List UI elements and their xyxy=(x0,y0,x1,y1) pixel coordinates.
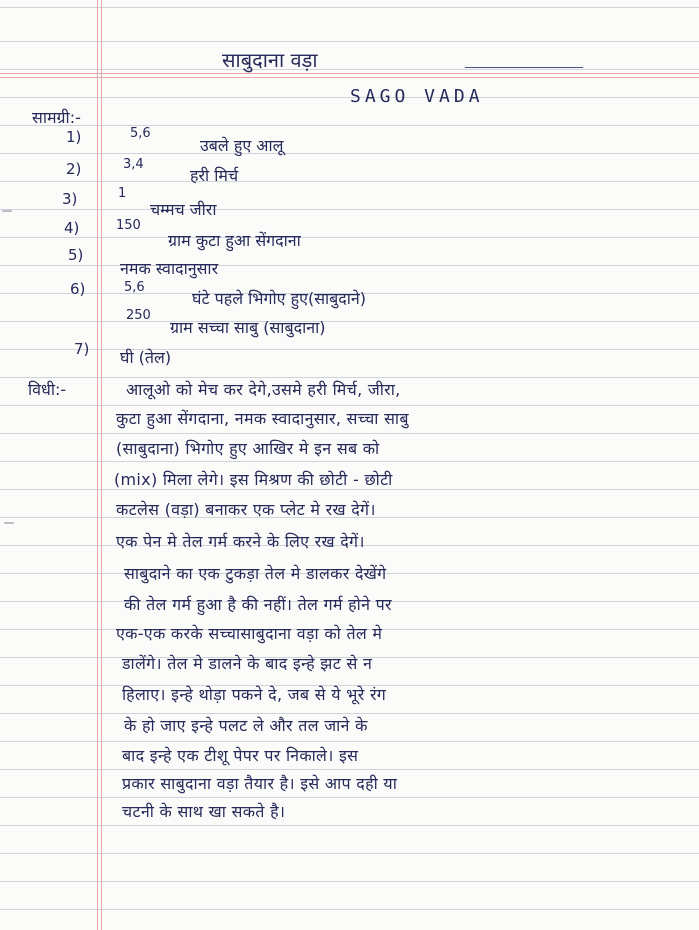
ingredients-heading: सामग्री:- xyxy=(32,108,81,127)
method-line: (mix) मिला लेगे। इस मिश्रण की छोटी - छोटी xyxy=(114,470,393,489)
scan-mark xyxy=(4,522,14,524)
header-rule xyxy=(0,73,699,74)
ingredient-quantity: 5,6 xyxy=(124,280,145,295)
scan-mark xyxy=(2,210,12,212)
method-line: एक पेन मे तेल गर्म करने के लिए रख देगें। xyxy=(116,532,365,551)
method-line: के हो जाए इन्हे पलट ले और तल जाने के xyxy=(124,716,368,735)
method-line: हिलाए। इन्हे थोड़ा पकने दे, जब से ये भूरे रंग xyxy=(122,685,387,704)
margin-line-inner xyxy=(101,0,102,930)
ingredient-text: घी (तेल) xyxy=(120,348,172,367)
ingredient-text: नमक स्वादानुसार xyxy=(120,259,219,278)
ingredient-quantity: 1 xyxy=(118,186,127,201)
ingredient-number: 5) xyxy=(68,246,84,264)
method-line: कटलेस (वड़ा) बनाकर एक प्लेट मे रख देगें। xyxy=(116,500,376,519)
ingredient-number: 4) xyxy=(64,219,80,237)
page-subtitle: SAGO VADA xyxy=(350,86,484,107)
ingredient-text: ग्राम सच्चा साबु (साबुदाना) xyxy=(170,318,326,337)
method-line: की तेल गर्म हुआ है की नहीं। तेल गर्म होने पर xyxy=(124,595,392,614)
ingredient-text: चम्मच जीरा xyxy=(150,200,217,219)
method-line: चटनी के साथ खा सकते है। xyxy=(122,802,286,821)
ingredient-quantity: 250 xyxy=(126,308,151,323)
method-line: प्रकार साबुदाना वड़ा तैयार है। इसे आप दही या xyxy=(122,774,398,793)
method-line: कुटा हुआ सेंगदाना, नमक स्वादानुसार, सच्चा साबु xyxy=(116,409,409,428)
ingredient-number: 3) xyxy=(62,190,78,208)
method-line: साबुदाने का एक टुकड़ा तेल मे डालकर देखेंगे xyxy=(124,564,387,583)
margin-line xyxy=(97,0,98,930)
ingredient-quantity: 3,4 xyxy=(123,157,144,172)
method-heading: विधी:- xyxy=(28,380,67,399)
ingredient-text: उबले हुए आलू xyxy=(200,136,284,155)
ingredient-number: 1) xyxy=(66,128,82,146)
ingredient-number: 2) xyxy=(66,160,82,178)
title-underline xyxy=(465,67,583,68)
ingredient-text: घंटे पहले भिगोए हुए(साबुदाने) xyxy=(192,289,367,308)
ingredient-text: हरी मिर्च xyxy=(190,166,239,185)
method-line: एक-एक करके सच्चासाबुदाना वड़ा को तेल मे xyxy=(116,624,383,643)
page-title: साबुदाना वड़ा xyxy=(222,48,318,72)
method-line: बाद इन्हे एक टीशू पेपर पर निकाले। इस xyxy=(122,746,359,765)
ingredient-text: ग्राम कुटा हुआ सेंगदाना xyxy=(168,231,301,250)
method-line: (साबुदाना) भिगोए हुए आखिर मे इन सब को xyxy=(116,439,380,458)
ingredient-quantity: 150 xyxy=(116,218,141,233)
method-line: आलूओ को मेच कर देगे,उसमे हरी मिर्च, जीरा, xyxy=(126,380,401,399)
ingredient-number: 6) xyxy=(70,280,86,298)
ingredient-number: 7) xyxy=(74,340,90,358)
header-rule-2 xyxy=(0,77,699,78)
ingredient-quantity: 5,6 xyxy=(130,126,151,141)
method-line: डालेंगे। तेल मे डालने के बाद इन्हे झट से न xyxy=(122,654,373,673)
